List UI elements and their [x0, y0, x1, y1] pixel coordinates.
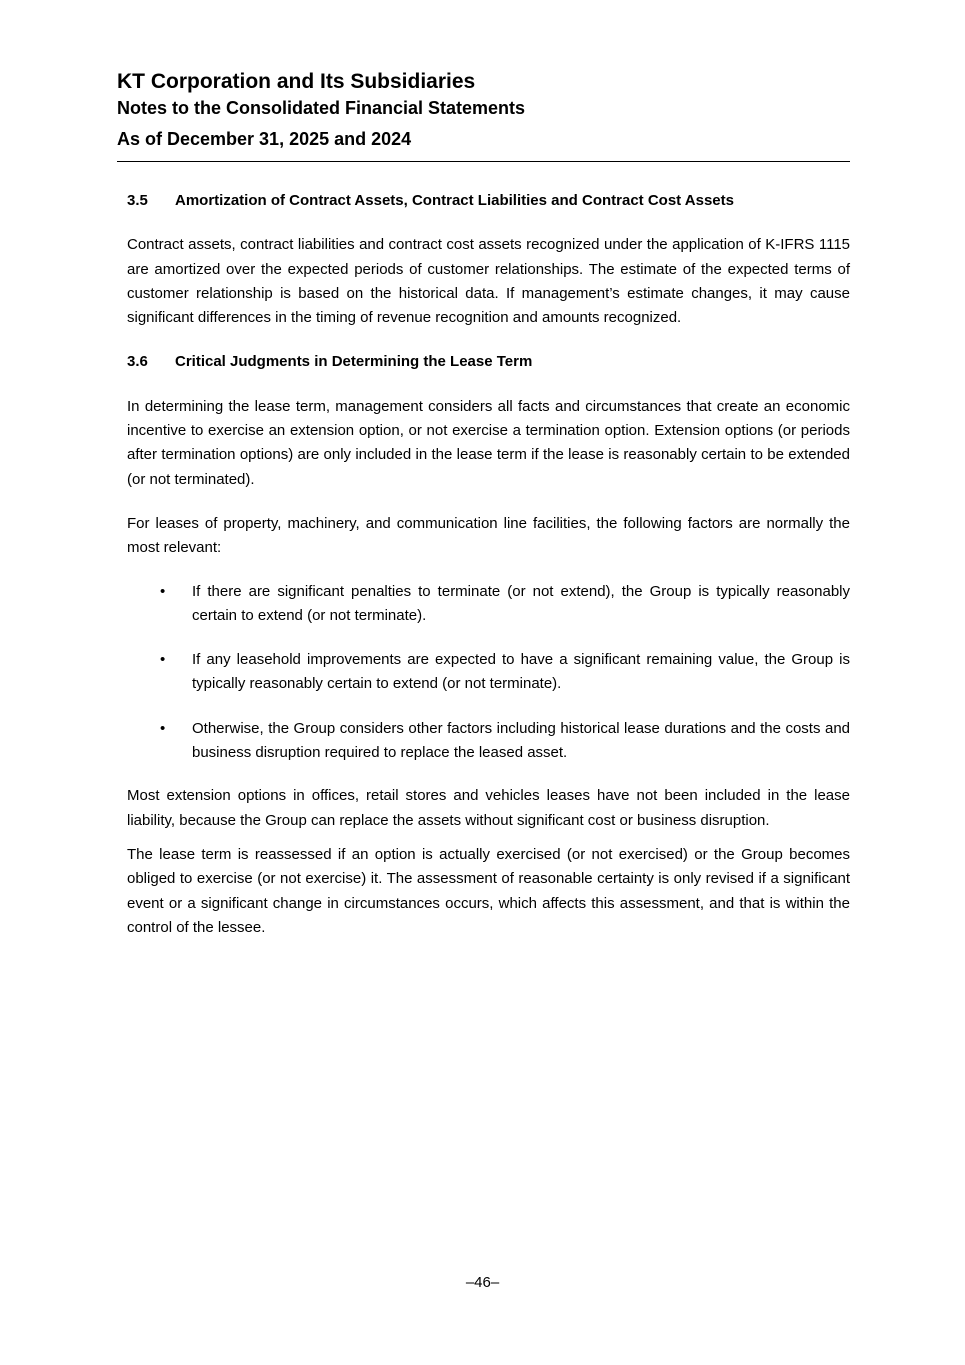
bullet-icon: • [160, 582, 166, 600]
section-3-6-paragraph-2: For leases of property, machinery, and communication line facilities, the following factors are normally the most relevant: [127, 514, 850, 557]
section-3-5-paragraph: Contract assets, contract liabilities and contract cost assets recognized under the application of K-IFRS 1115 are amortized over the expected periods of customer relationships. The estimate of the expected terms of customer relationship is based on the historical data. If management’s estimate changes, it may cause significant differences in the timing of revenue recognition and amounts recognized. [127, 236, 850, 327]
list-item [127, 717, 850, 766]
page-number: –46– [465, 1274, 500, 1291]
bullet-icon: • [160, 719, 166, 737]
section-title: Critical Judgments in Determining the Lease Term [175, 353, 533, 371]
relevant-factors-list [127, 580, 850, 766]
document-title: Notes to the Consolidated Financial Statements [117, 98, 526, 118]
company-name: KT Corporation and Its Subsidiaries [117, 70, 476, 93]
list-item-text: Otherwise, the Group considers other factors including historical lease durations and the costs and business disruption required to replace the leased asset. [192, 719, 850, 762]
section-3-6-paragraph-3: Most extension options in offices, retail stores and vehicles leases have not been included in the lease liability, because the Group can replace the assets without significant cost or business disruption. [127, 787, 850, 829]
section-3-5-heading [127, 189, 850, 213]
section-3-6-paragraph-4: The lease term is reassessed if an option is actually exercised (or not exercised) or the Group becomes obliged to exercise (or not exercise) it. The assessment of reasonable certainty is only revised if a significant event or a significant change in circumstances occurs, which affects this assessment, and that is within the control of the lessee. [127, 845, 850, 936]
list-item [127, 648, 850, 697]
bullet-icon: • [160, 651, 166, 669]
section-3-6-paragraph-1: In determining the lease term, management considers all facts and circumstances that create an economic incentive to exercise an extension option, or not exercise a termination option. Extension options (or periods after termination options) are only included in the lease term if the lease is reasonably certain to be extended (or not terminated). [127, 397, 850, 488]
list-item-text: If any leasehold improvements are expected to have a significant remaining value, the Group is typically reasonably certain to extend (or not terminate). [192, 651, 850, 693]
list-item-text: If there are significant penalties to terminate (or not extend), the Group is typically reasonably certain to extend (or not terminate). [192, 582, 850, 624]
header-divider [117, 161, 850, 162]
section-title: Amortization of Contract Assets, Contract Liabilities and Contract Cost Assets [175, 192, 734, 209]
section-number: 3.5 [127, 192, 148, 209]
list-item [127, 580, 850, 629]
section-3-6-heading [127, 350, 850, 374]
reporting-period: As of December 31, 2025 and 2024 [117, 129, 412, 149]
page-header [117, 68, 850, 151]
section-number: 3.6 [127, 353, 148, 371]
page-body [127, 189, 850, 940]
